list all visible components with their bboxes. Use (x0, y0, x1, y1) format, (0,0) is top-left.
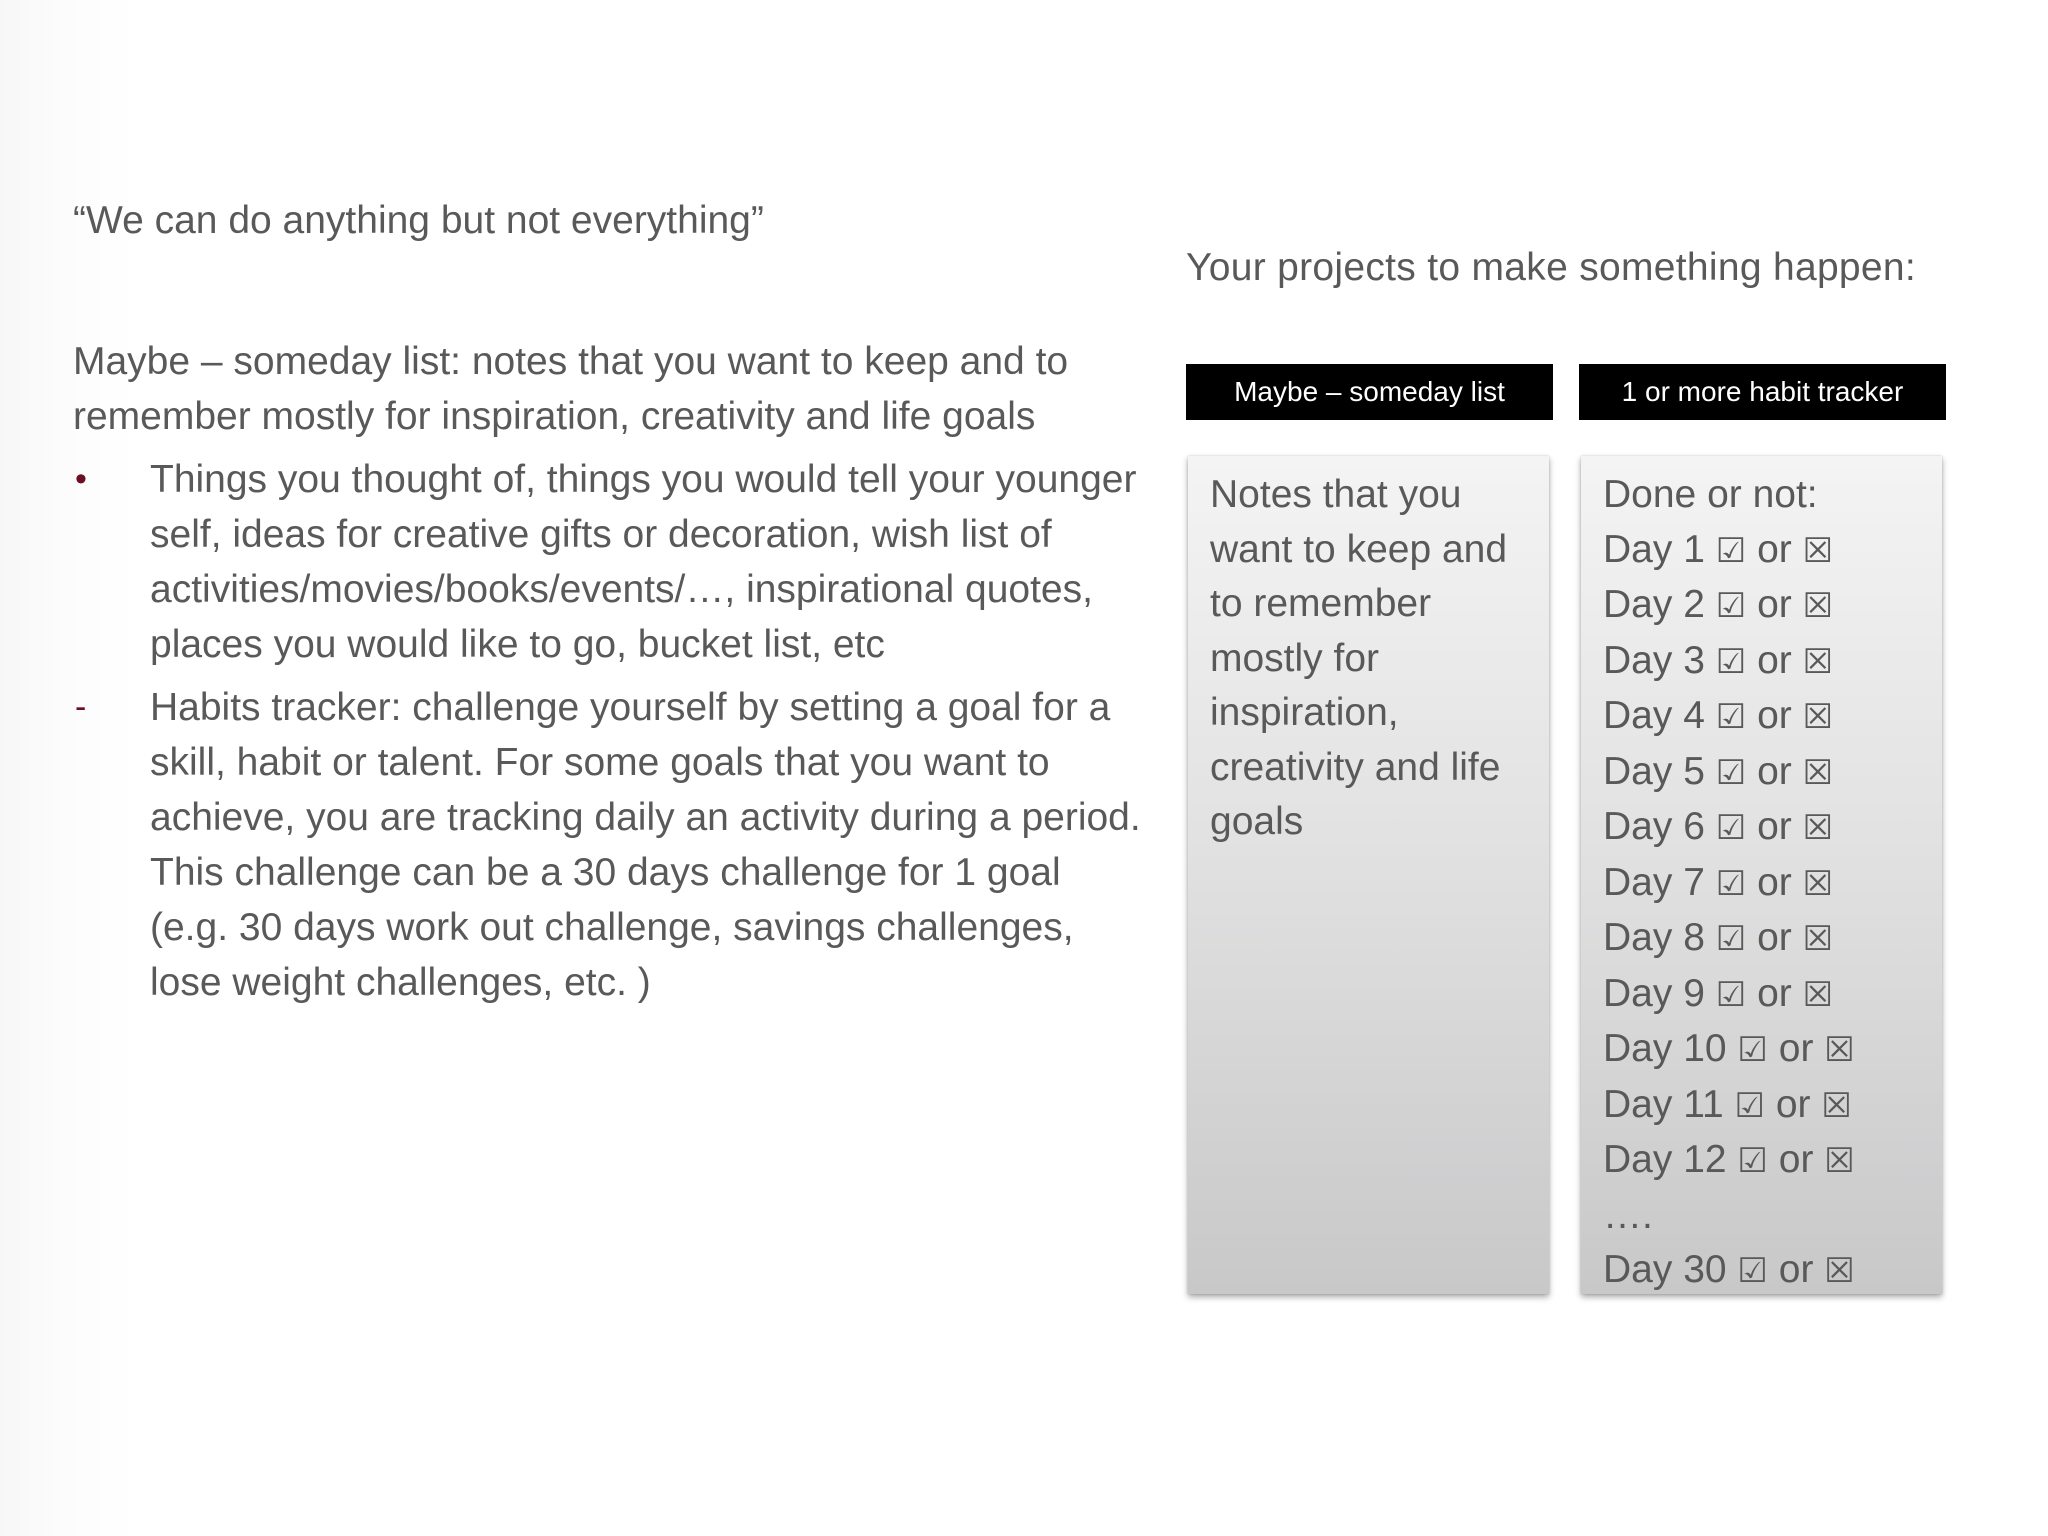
ellipsis: …. (1603, 1193, 1653, 1237)
dash-marker: - (75, 688, 87, 726)
projects-title: Your projects to make something happen: (1186, 246, 1917, 289)
or-text: or (1757, 527, 1792, 571)
or-text: or (1775, 1082, 1811, 1126)
crossed-box-icon: ☒ (1802, 919, 1834, 959)
crossed-box-icon: ☒ (1802, 586, 1834, 626)
or-text: or (1757, 583, 1792, 626)
crossed-box-icon: ☒ (1824, 1030, 1855, 1070)
day-label: Day 9 (1603, 971, 1705, 1015)
someday-card-text: Notes that you want to keep and to remember mostly for inspiration, creativity and life goals (1210, 473, 1508, 843)
or-text: or (1778, 1248, 1814, 1291)
crossed-box-icon: ☒ (1824, 1251, 1855, 1291)
or-text: or (1757, 971, 1792, 1015)
day-label: Day 1 (1603, 527, 1705, 571)
crossed-box-icon: ☒ (1802, 530, 1834, 571)
day-label: Day 3 (1603, 638, 1705, 682)
checked-box-icon: ☑ (1715, 641, 1747, 682)
checked-box-icon: ☑ (1737, 1141, 1768, 1181)
list-item (73, 452, 1143, 672)
bullet-text: Things you thought of, things you would tell your younger self, ideas for creative gifts or decoration, wish list of activities/movies/books/events/…, inspirational quotes, places you would like to go, bucket list, etc (150, 458, 1137, 666)
someday-card (1188, 456, 1549, 1294)
day-row (1603, 1243, 1920, 1299)
checked-box-icon: ☑ (1715, 863, 1747, 904)
or-text: or (1757, 749, 1792, 793)
or-text: or (1757, 638, 1792, 682)
someday-list-label: Maybe – someday list (1186, 364, 1553, 420)
checked-box-icon: ☑ (1715, 919, 1747, 959)
day-row (1603, 800, 1920, 856)
someday-intro: Maybe – someday list: notes that you want to keep and to remember mostly for inspiration, creativity and life goals (73, 340, 1069, 438)
crossed-box-icon: ☒ (1802, 808, 1834, 848)
habit-tracker-label: 1 or more habit tracker (1579, 364, 1946, 420)
day-list (1603, 523, 1920, 1299)
day-label: Day 2 (1603, 583, 1705, 626)
checked-box-icon: ☑ (1715, 586, 1747, 626)
crossed-box-icon: ☒ (1802, 974, 1834, 1015)
crossed-box-icon: ☒ (1802, 863, 1834, 904)
day-row (1603, 689, 1920, 745)
or-text: or (1757, 805, 1792, 848)
checked-box-icon: ☑ (1715, 974, 1747, 1015)
habit-card (1581, 456, 1942, 1294)
day-row (1603, 634, 1920, 690)
checked-box-icon: ☑ (1734, 1085, 1766, 1126)
or-text: or (1778, 1138, 1814, 1181)
day-label: Day 5 (1603, 749, 1705, 793)
day-label: Day 7 (1603, 860, 1705, 904)
day-row (1603, 523, 1920, 579)
day-label: Day 6 (1603, 805, 1705, 848)
day-row (1603, 856, 1920, 912)
list-item (73, 680, 1143, 1010)
bullet-text: Habits tracker: challenge yourself by setting a goal for a skill, habit or talent. For some goals that you want to achieve, you are tracking daily an activity during a period. This challenge can be a 30 days challenge for 1 goal (e.g. 30 days work out challenge, savings challenges, lose weight challenges, etc. ) (150, 686, 1141, 1004)
checked-box-icon: ☑ (1737, 1251, 1768, 1291)
crossed-box-icon: ☒ (1802, 641, 1834, 682)
day-label: Day 10 (1603, 1027, 1727, 1070)
day-row (1603, 578, 1920, 634)
day-label: Day 8 (1603, 916, 1705, 959)
or-text: or (1757, 916, 1792, 959)
day-row (1603, 1022, 1920, 1078)
checked-box-icon: ☑ (1715, 697, 1747, 737)
quote: “We can do anything but not everything” (73, 199, 764, 242)
bullet-list (73, 452, 1143, 1010)
day-row (1603, 745, 1920, 801)
crossed-box-icon: ☒ (1821, 1085, 1852, 1126)
or-text: or (1757, 860, 1792, 904)
day-label: Day 12 (1603, 1138, 1727, 1181)
bullet-marker: • (75, 460, 87, 498)
or-text: or (1778, 1027, 1814, 1070)
left-column (73, 334, 1143, 1018)
checked-box-icon: ☑ (1715, 808, 1747, 848)
day-label: Day 11 (1603, 1082, 1724, 1126)
day-row (1603, 967, 1920, 1023)
checked-box-icon: ☑ (1737, 1030, 1768, 1070)
day-row (1603, 1133, 1920, 1189)
checked-box-icon: ☑ (1715, 752, 1747, 793)
crossed-box-icon: ☒ (1802, 752, 1834, 793)
day-label: Day 30 (1603, 1248, 1727, 1291)
or-text: or (1757, 694, 1792, 737)
day-row (1603, 1078, 1920, 1134)
checked-box-icon: ☑ (1715, 530, 1747, 571)
day-label: Day 4 (1603, 694, 1705, 737)
crossed-box-icon: ☒ (1824, 1141, 1855, 1181)
habit-card-heading: Done or not: (1603, 473, 1818, 516)
crossed-box-icon: ☒ (1802, 697, 1834, 737)
day-row (1603, 911, 1920, 967)
